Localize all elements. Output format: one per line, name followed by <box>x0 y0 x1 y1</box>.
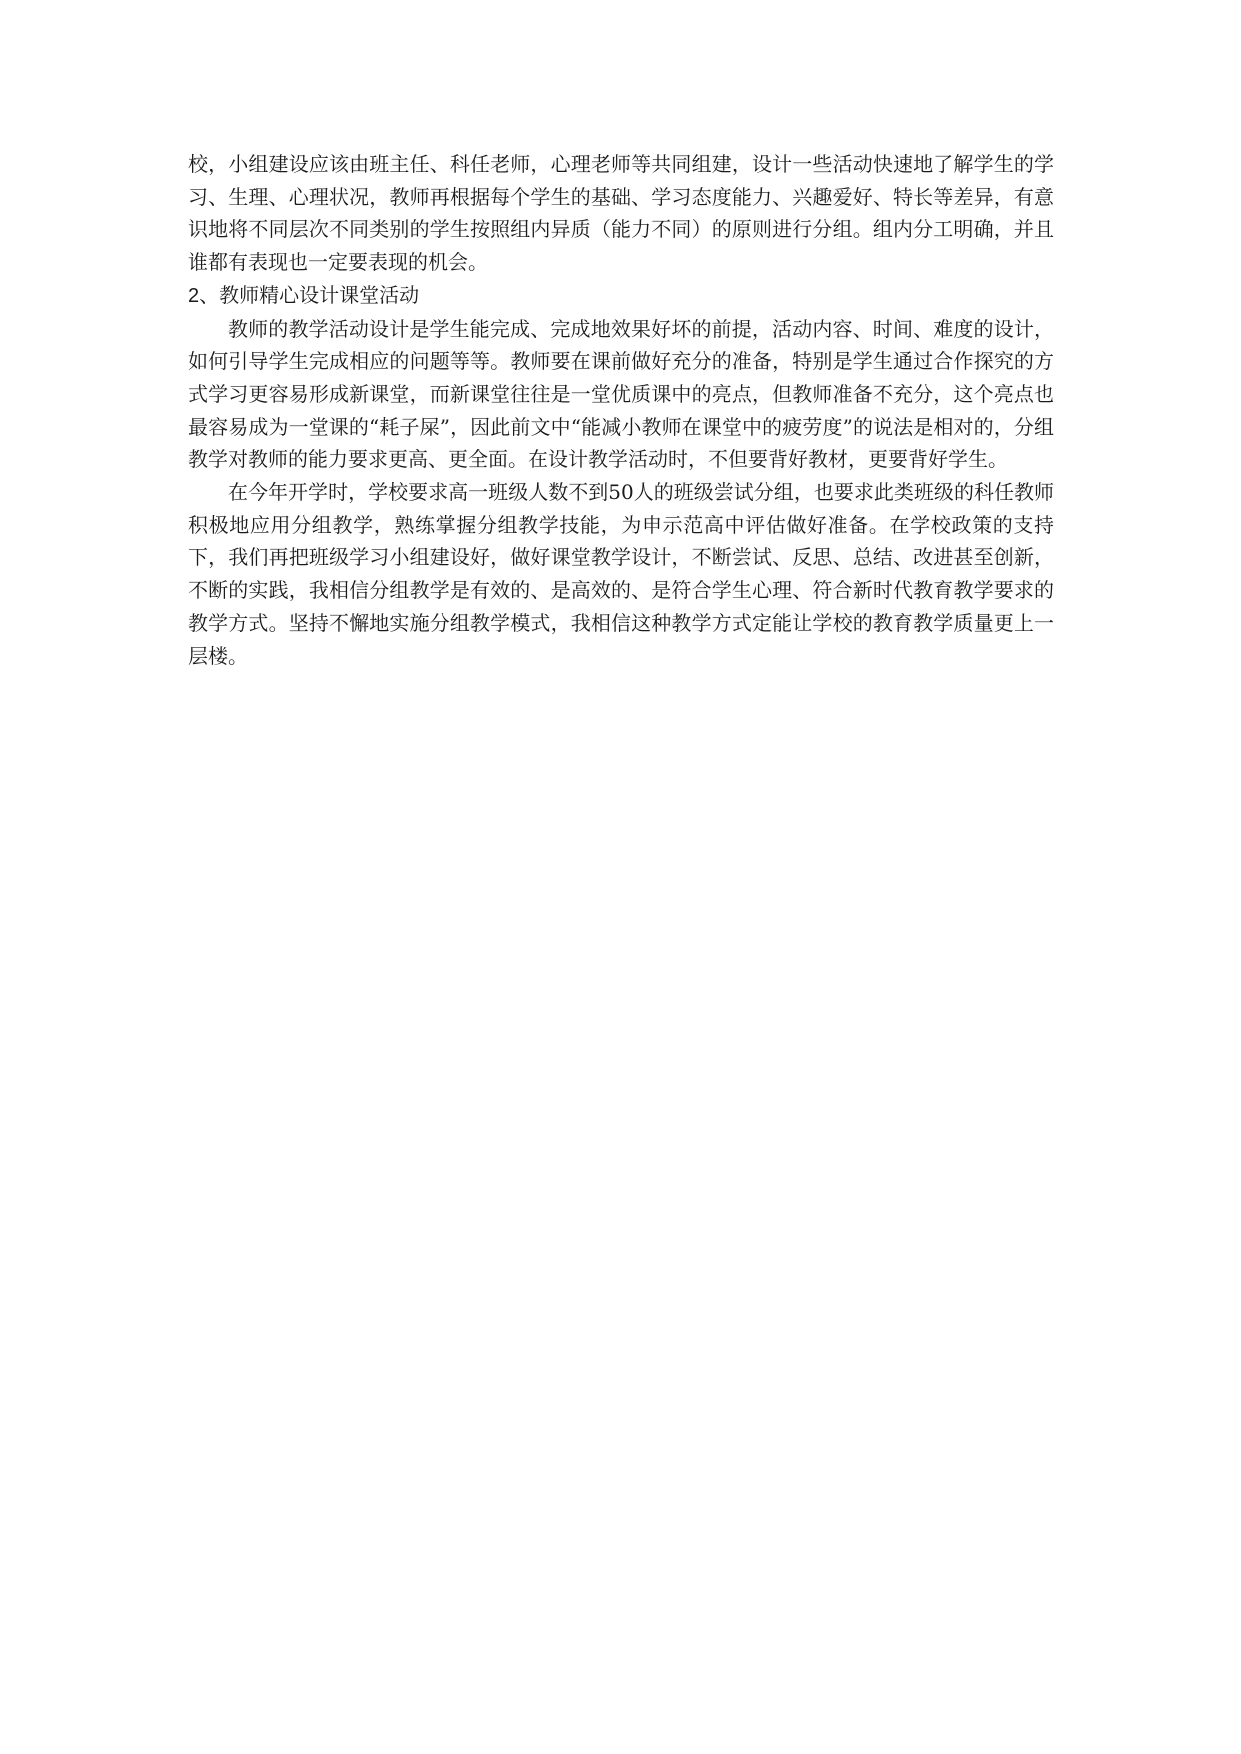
document-body <box>188 148 1054 672</box>
section-heading-text: 教师精心设计课堂活动 <box>219 282 420 307</box>
section-heading-number: 2、 <box>188 284 220 307</box>
paragraph-activity-design: 教师的教学活动设计是学生能完成、完成地效果好坏的前提，活动内容、时间、难度的设计，如何引导学生完成相应的问题等等。教师要在课前做好充分的准备，特别是学生通过合作探究的方式学习更容易形成新课堂，而新课堂往往是一堂优质课中的亮点，但教师准备不充分，这个亮点也最容易成为一堂课的“耗子屎”，因此前文中“能减小教师在课堂中的疲劳度”的说法是相对的，分组教学对教师的能力要求更高、更全面。在设计教学活动时，不但要背好教材，更要背好学生。 <box>188 316 1054 472</box>
paragraph-school-policy: 在今年开学时，学校要求高一班级人数不到50人的班级尝试分组，也要求此类班级的科任教师积极地应用分组教学，熟练掌握分组教学技能，为申示范高中评估做好准备。在学校政策的支持下，我们再把班级学习小组建设好，做好课堂教学设计，不断尝试、反思、总结、改进甚至创新，不断的实践，我相信分组教学是有效的、是高效的、是符合学生心理、符合新时代教育教学要求的教学方式。坚持不懈地实施分组教学模式，我相信这种教学方式定能让学校的教育教学质量更上一层楼。 <box>188 480 1054 668</box>
paragraph-continued: 校，小组建设应该由班主任、科任老师，心理老师等共同组建，设计一些活动快速地了解学生的学习、生理、心理状况，教师再根据每个学生的基础、学习态度能力、兴趣爱好、特长等差异，有意识地将不同层次不同类别的学生按照组内异质（能力不同）的原则进行分组。组内分工明确，并且谁都有表现也一定要表现的机会。 <box>188 152 1054 275</box>
section-heading <box>188 279 1054 313</box>
